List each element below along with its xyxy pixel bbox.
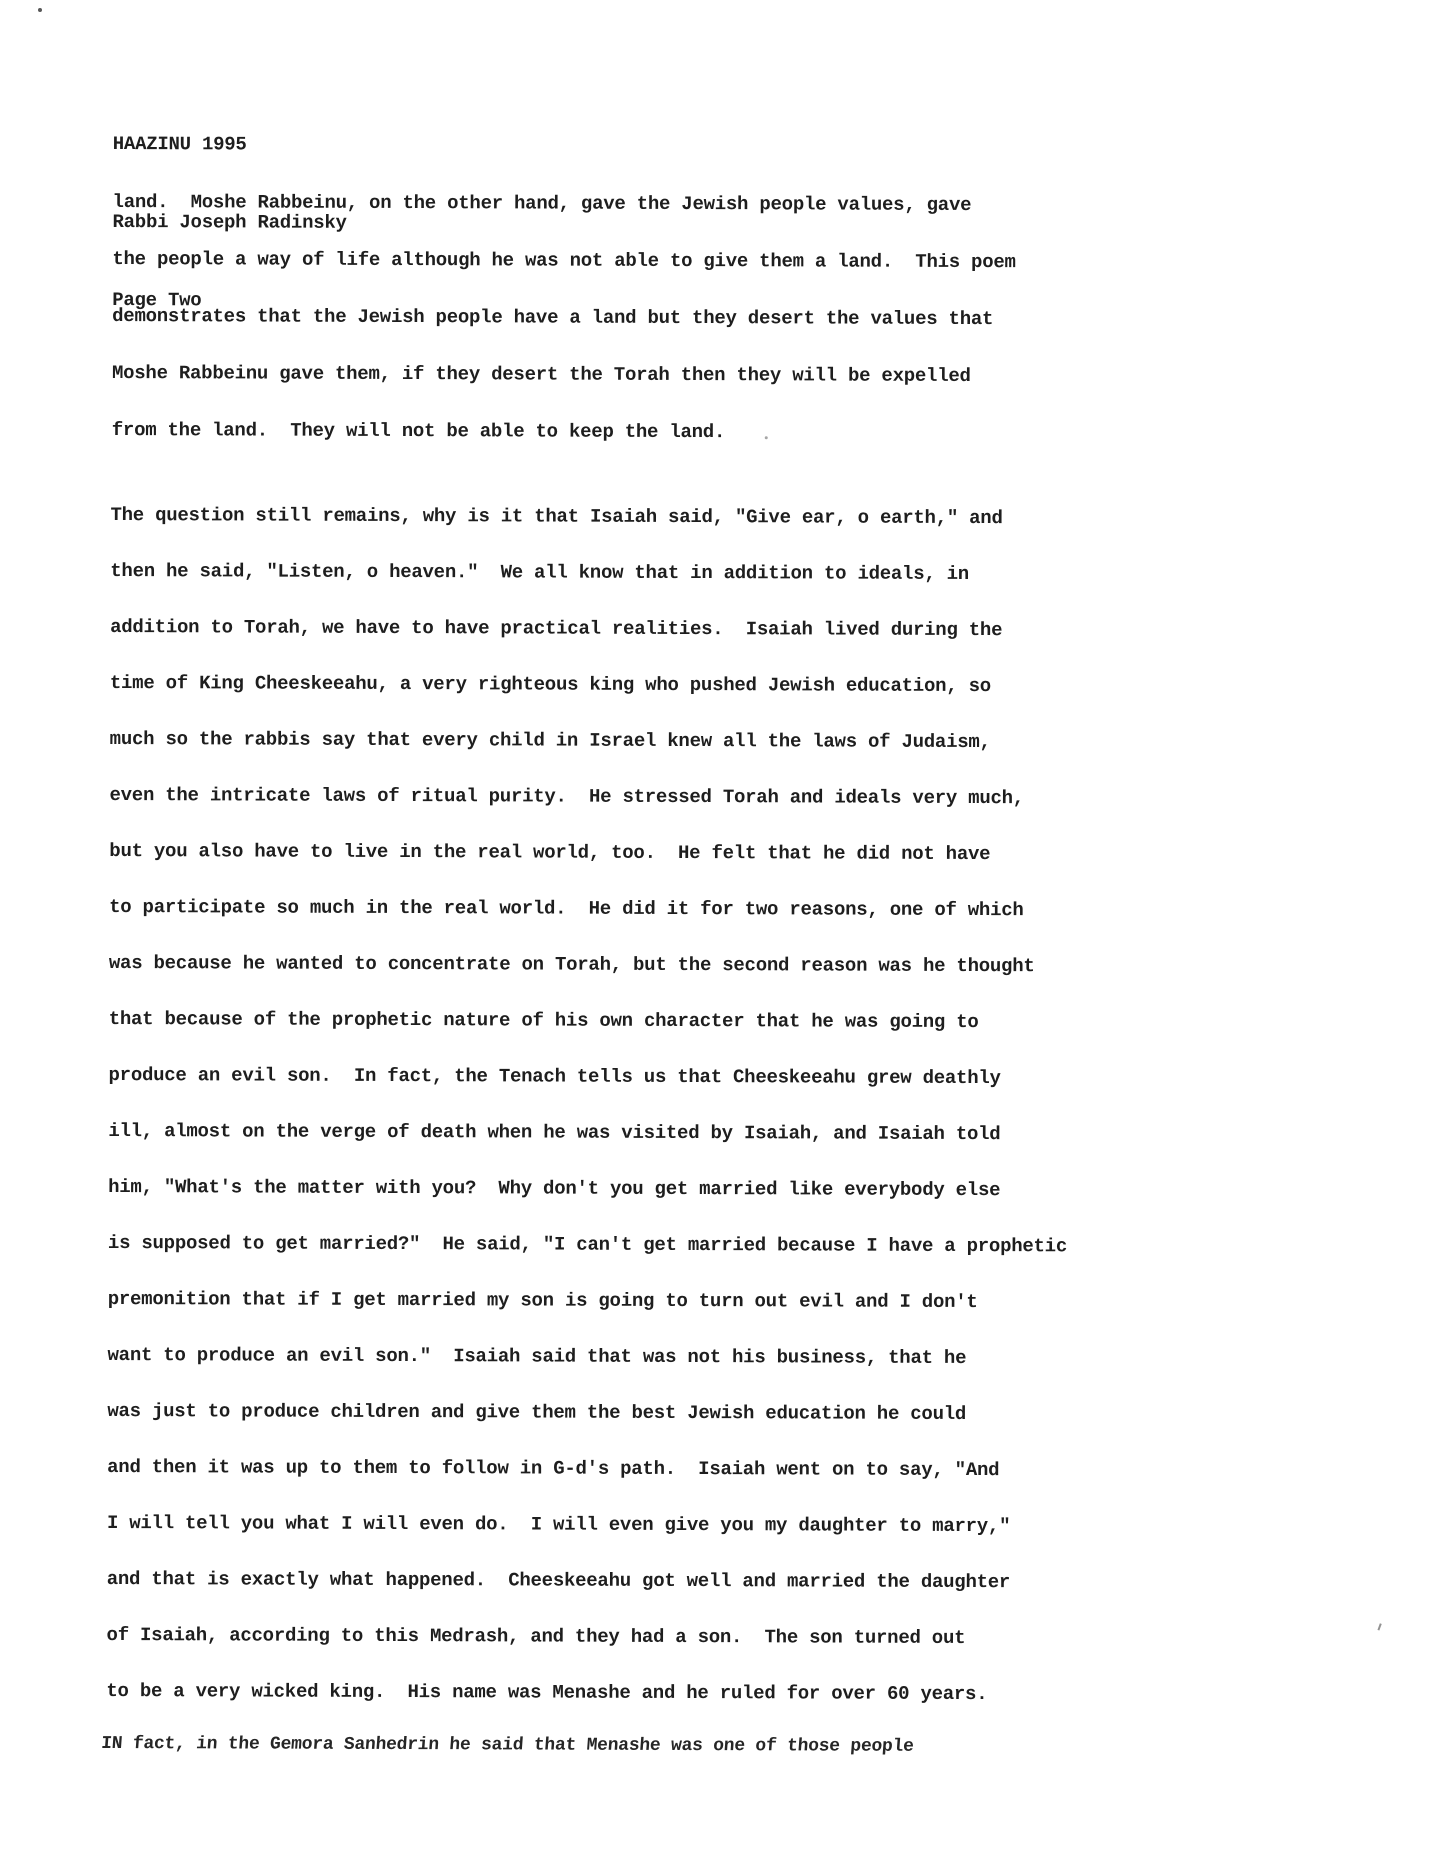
paragraph-2: The question still remains, why is it that Isaiah said, "Give ear, o earth," and then he said, "Listen, o heaven." We all know that in addition to ideals, in addition to Torah, we have to have practical realities. Isaiah lived during the time of King Cheeskeeahu, a very righteous king who pushed Jewish education, so much so the rabbis say that every child in Israel knew all the laws of Judaism, even the intricate laws of ritual purity. He stressed Torah and ideals very much, but you also have to live in the real world, too. He felt that he did not have to participate so much in the real world. He did it for two reasons, one of which was because he wanted to concentrate on Torah, but the second reason was he thought that because of the prophetic nature of his own character that he was going to produce an evil son. In fact, the Tenach tells us that Cheeskeeahu grew deathly ill, almost on the verge of death when he was visited by Isaiah, and Isaiah told him, "What's the matter with you? Why don't you get married like everybody else is supposed to get married?" He said, "I can't get married because I have a prophetic premonition that if I get married my son is going to turn out evil and I don't want to produce an evil son." Isaiah said that was not his business, that he was just to produce children and give them the best Jewish education he could and then it was up to them to follow in G-d's path. Isaiah went on to say, "And I will tell you what I will even do. I will even give you my daughter to marry," and that is exactly what happened. Cheeskeeahu got well and married the daughter of Isaiah, according to this Medrash, and they had a son. The son turned out to be a very wicked king. His name was Menashe and he ruled for over 60 years. bbox=[106, 503, 1068, 1706]
document-author: Rabbi Joseph Radinsky bbox=[112, 210, 347, 234]
document-title: HAAZINU 1995 bbox=[112, 132, 247, 156]
paragraph-1: land. Moshe Rabbeinu, on the other hand, gave the Jewish people values, gave the people a way of life although he was not able to give them a land. This poem demonstrates that the Jewish people have a land but they desert the values that Moshe Rabbeinu gave them, if they desert the Torah then they will be expelled from the land. They will not be able to keep the land. bbox=[111, 190, 1016, 444]
document-page-label: Page Two bbox=[112, 288, 202, 312]
paragraph-2-final-line: IN fact, in the Gemora Sanhedrin he said that Menashe was one of those people bbox=[100, 1733, 915, 1757]
scan-artifact-tick bbox=[1377, 1623, 1381, 1630]
scan-artifact-dot bbox=[765, 436, 768, 439]
